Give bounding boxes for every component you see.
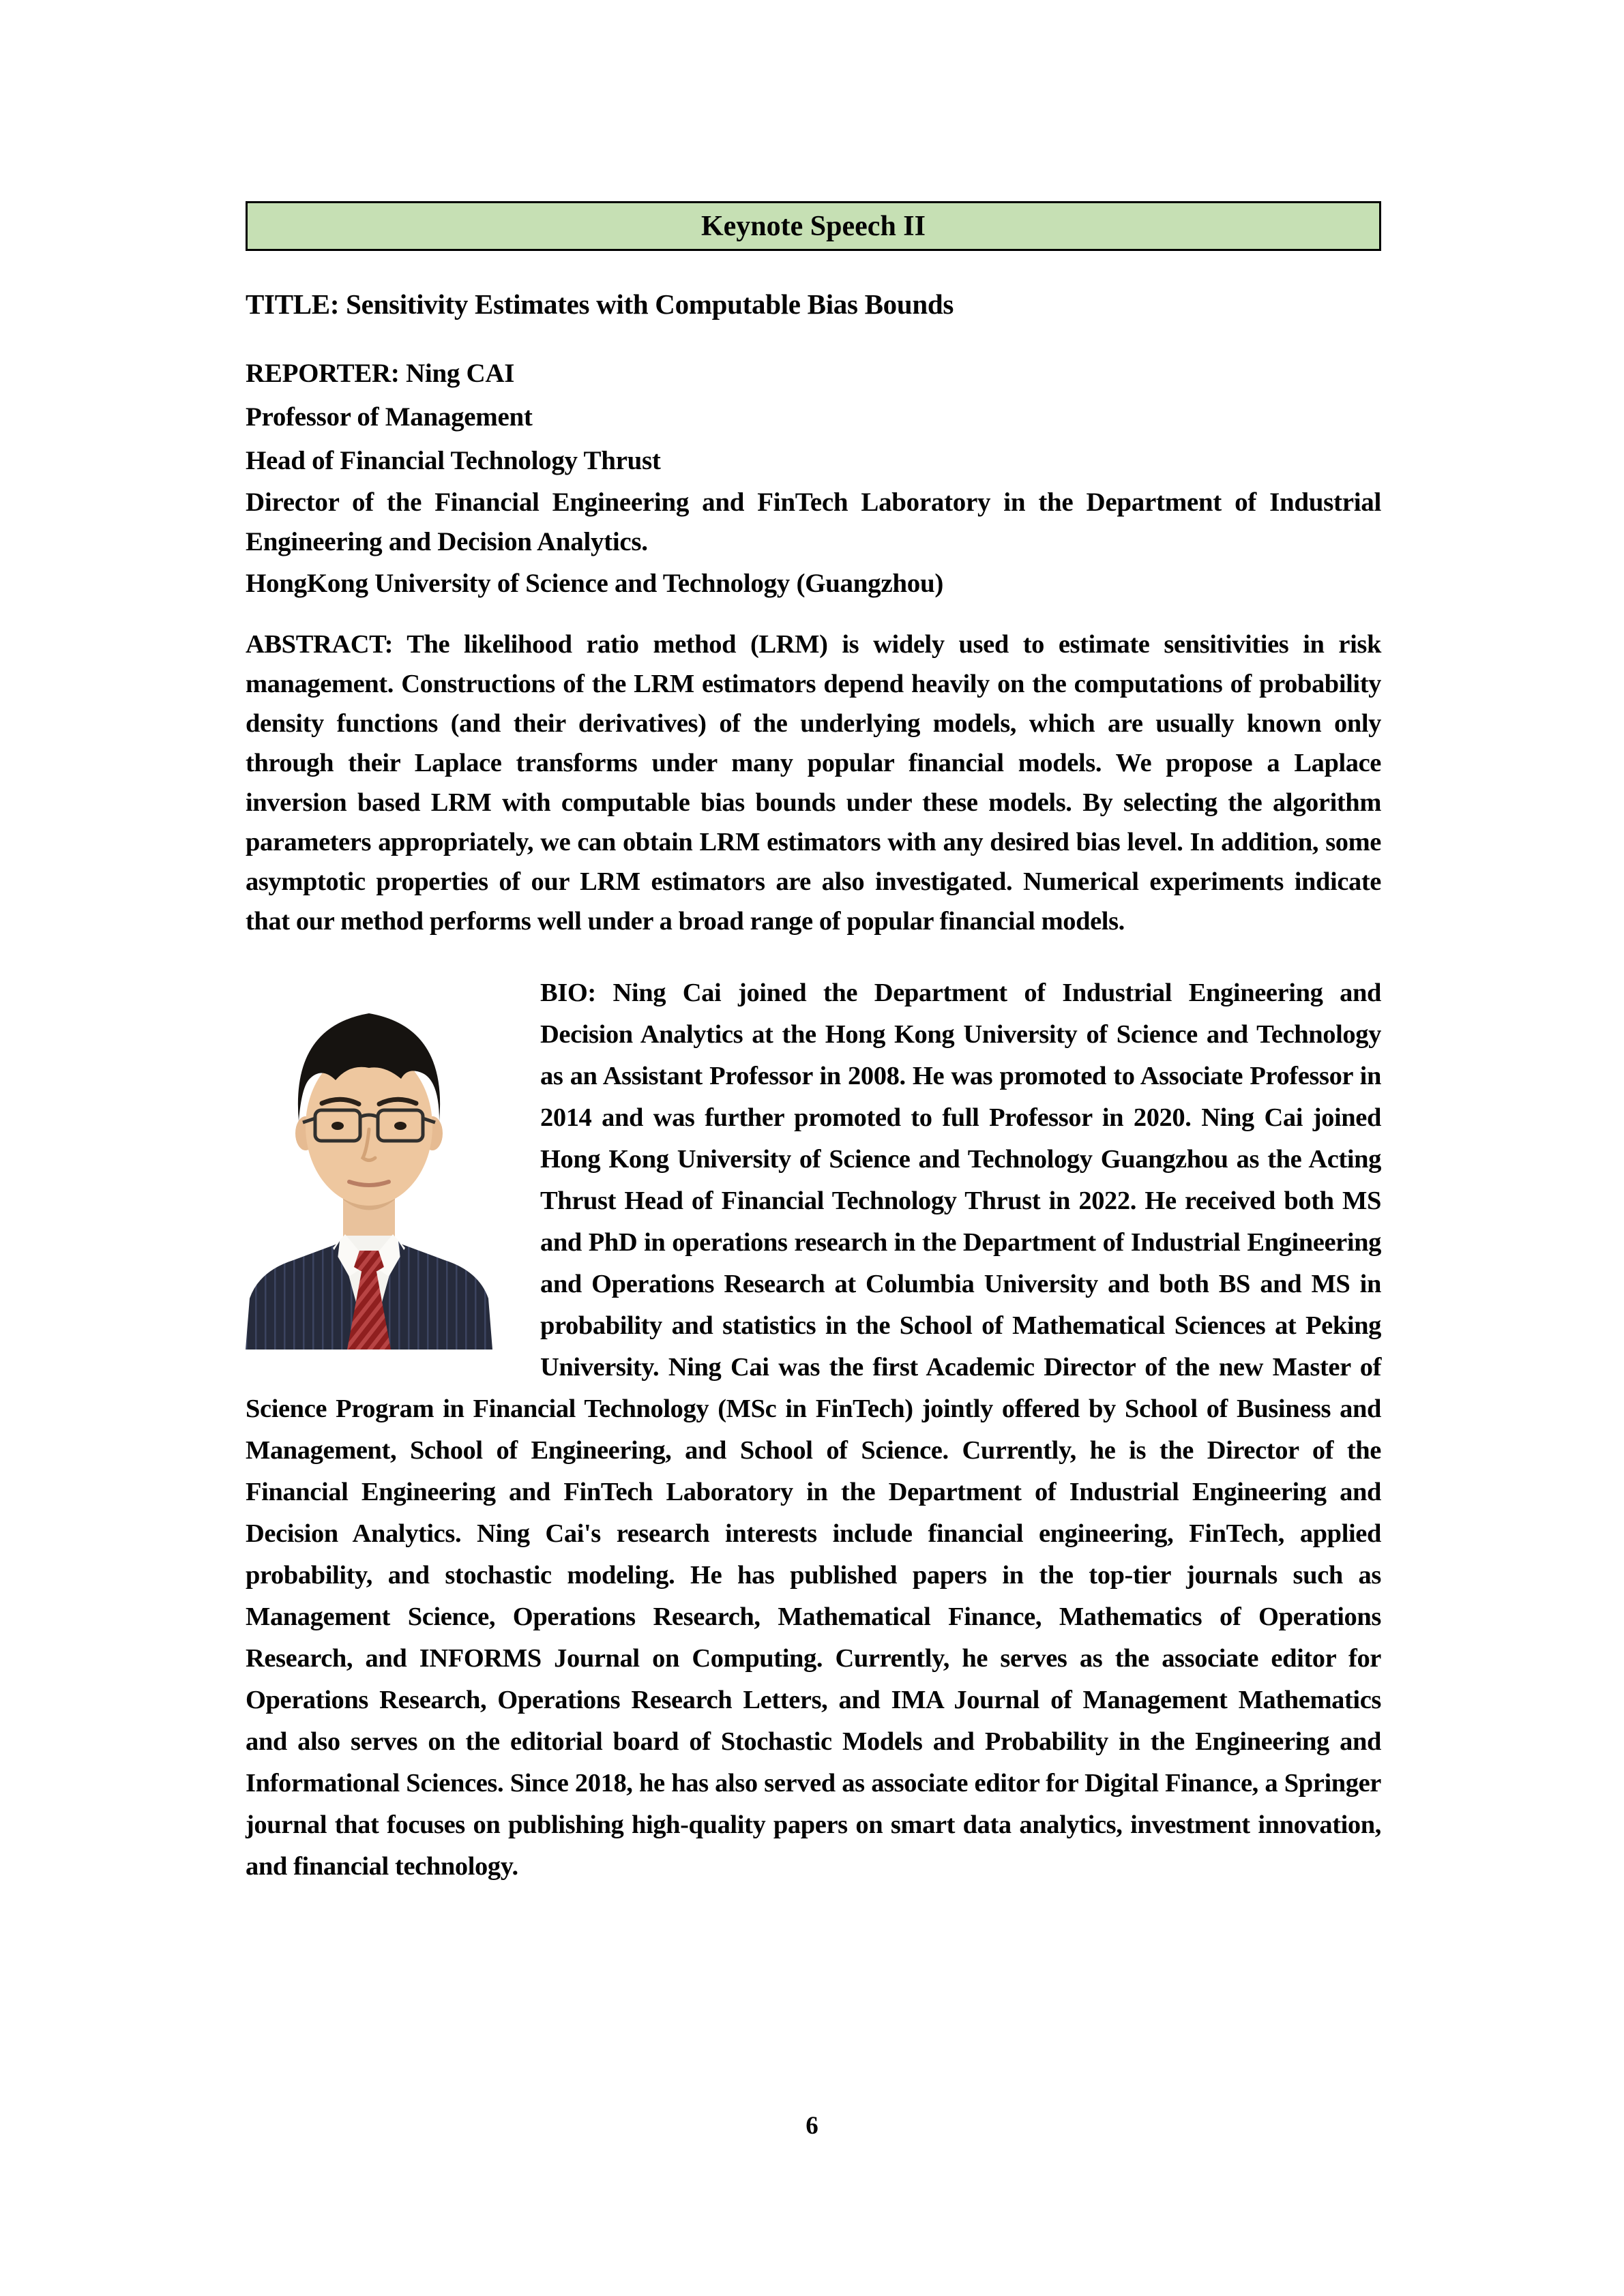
bio-paragraph — [246, 972, 1381, 1888]
page-title: Keynote Speech II — [701, 210, 926, 242]
reporter-photo — [246, 978, 492, 1350]
reporter-affiliation: HongKong University of Science and Technology (Guangzhou) — [246, 569, 944, 598]
talk-title: TITLE: Sensitivity Estimates with Computable Bias Bounds — [246, 288, 954, 320]
reporter-name: REPORTER: Ning CAI — [246, 359, 515, 388]
reporter-position-1: Professor of Management — [246, 402, 533, 432]
portrait-photo-graphic — [246, 978, 492, 1350]
header-bar — [246, 201, 1381, 251]
bio-text: BIO: Ning Cai joined the Department of Industrial Engineering and Decision Analytics at the Hong Kong University of Science and Technology as an Assistant Professor in 2008. He was promoted to Associate Professor in 2014 and was further promoted to full Professor in 2020. Ning Cai joined Hong Kong University of Science and Technology Guangzhou as the Acting Thrust Head of Financial Technology Thrust in 2022. He received both MS and PhD in operations research in the Department of Industrial Engineering and Operations Research at Columbia University and both BS and MS in probability and statistics in the School of Mathematical Sciences at Peking University. Ning Cai was the first Academic Director of the new Master of Science Program in Financial Technology (MSc in FinTech) jointly offered by School of Business and Management, School of Engineering, and School of Science. Currently, he is the Director of the Financial Engineering and FinTech Laboratory in the Department of Industrial Engineering and Decision Analytics. Ning Cai's research interests include financial engineering, FinTech, applied probability, and stochastic modeling. He has published papers in the top-tier journals such as Management Science, Operations Research, Mathematical Finance, Mathematics of Operations Research, and INFORMS Journal on Computing. Currently, he serves as the associate editor for Operations Research, Operations Research Letters, and IMA Journal of Management Mathematics and also serves on the editorial board of Stochastic Models and Probability in the Engineering and Informational Sciences. Since 2018, he has also served as associate editor for Digital Finance, a Springer journal that focuses on publishing high-quality papers on smart data analytics, investment innovation, and financial technology. — [246, 979, 1381, 1881]
reporter-position-3: Director of the Financial Engineering and FinTech Laboratory in the Department of Industrial Engineering and Decision Analytics. — [246, 488, 1381, 556]
page-number: 6 — [806, 2112, 818, 2140]
reporter-block — [246, 352, 1381, 606]
abstract-paragraph: ABSTRACT: The likelihood ratio method (LRM) is widely used to estimate sensitivities in risk management. Constructions of the LRM estimators depend heavily on the computations of probability density functions (and their derivatives) of the underlying models, which are usually known only through their Laplace transforms under many popular financial models. We propose a Laplace inversion based LRM with computable bias bounds under these models. By selecting the algorithm parameters appropriately, we can obtain LRM estimators with any desired bias level. In addition, some asymptotic properties of our LRM estimators are also investigated. Numerical experiments indicate that our method performs well under a broad range of popular financial models. — [246, 630, 1381, 936]
reporter-position-2: Head of Financial Technology Thrust — [246, 446, 661, 475]
